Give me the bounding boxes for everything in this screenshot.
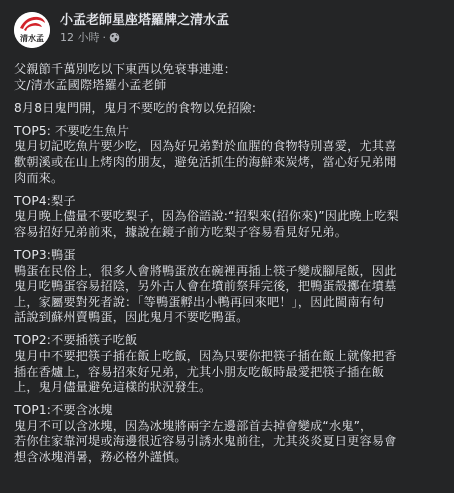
post-text-line: 鬼月切記吃魚片要少吃，因為好兄弟對於血腥的食物特別喜愛，尤其喜 xyxy=(14,139,397,154)
section-heading: TOP1:不要含冰塊 xyxy=(14,403,113,418)
post-paragraph xyxy=(14,62,444,93)
post-header xyxy=(14,10,444,56)
paragraph-gap xyxy=(14,116,444,124)
section-heading: TOP3:鴨蛋 xyxy=(14,247,76,262)
post-paragraph xyxy=(14,333,444,395)
post-text-line: 鬼月中不要把筷子插在飯上吃飯，因為只要你把筷子插在飯上就像把香 xyxy=(14,349,397,363)
post-text-line: 鬼月不可以含冰塊，因為冰塊將兩字左邊部首去掉會變成“水鬼”， xyxy=(14,418,373,433)
paragraph-gap xyxy=(14,186,444,194)
post-subline xyxy=(60,30,229,45)
post-text-line: 上，家屬要對死者說：「等鴨蛋孵出小鴨再回來吧！」，因此閩南有句 xyxy=(14,294,385,309)
avatar-logo-icon xyxy=(14,12,50,48)
page-avatar[interactable] xyxy=(14,12,50,48)
post-text-line: 想含冰塊消暑，務必格外謹慎。 xyxy=(14,450,187,465)
post-text-line: 插在香爐上，容易招來好兄弟，尤其小朋友吃飯時最愛把筷子插在飯 xyxy=(14,364,385,379)
post-timestamp[interactable]: 12 小時 xyxy=(60,31,100,44)
paragraph-gap xyxy=(14,93,444,101)
post-text-line: 歡朝溪或在山上烤肉的朋友，避免活抓生的海鮮來炭烤，當心好兄弟聞 xyxy=(14,154,397,169)
post-paragraph xyxy=(14,248,444,326)
avatar-text: 清水孟 xyxy=(20,34,44,43)
post-text-line: 鬼月吃鴨蛋容易招陰，另外古人會在墳前祭拜完後，把鴨蛋殼擲在墳墓 xyxy=(14,279,397,294)
section-heading: TOP4:梨子 xyxy=(14,193,76,208)
post-paragraph xyxy=(14,194,444,241)
post-paragraph xyxy=(14,124,444,186)
post-text-line: 話說到蘇州賣鴨蛋，因此鬼月不要吃鴨蛋。 xyxy=(14,310,249,325)
separator-dot: · xyxy=(102,31,106,44)
page-name-link[interactable]: 小孟老師星座塔羅牌之清水孟 xyxy=(60,13,230,28)
section-heading: TOP5: 不要吃生魚片 xyxy=(14,123,130,138)
post-meta xyxy=(60,12,229,45)
post-text-line: 文/清水孟國際塔羅小孟老師 xyxy=(14,77,167,92)
post-text-line: 8月8日鬼門開，鬼月不要吃的食物以免招險: xyxy=(14,100,257,115)
post-body xyxy=(14,62,444,466)
section-heading: TOP2:不要插筷子吃飯 xyxy=(14,333,138,348)
post-text-line: 肉而來。 xyxy=(14,170,64,185)
post-text-line: 若你住家靠河堤或海邊很近容易引誘水鬼前往，尤其炎炎夏日更容易會 xyxy=(14,434,397,449)
post-text-line: 父親節千萬別吃以下東西以免衰事連連： xyxy=(14,62,237,76)
post-text-line: 鴨蛋在民俗上，很多人會將鴨蛋放在碗裡再插上筷子變成腳尾飯，因此 xyxy=(14,263,397,278)
post-paragraph xyxy=(14,101,444,117)
post-text-line: 容易招好兄弟前來，據說在鏡子前方吃梨子容易看見好兄弟。 xyxy=(14,224,348,239)
post-text-line: 上，鬼月儘量避免這樣的狀況發生。 xyxy=(14,380,212,395)
post-paragraph xyxy=(14,403,444,465)
globe-icon[interactable] xyxy=(109,32,120,43)
paragraph-gap xyxy=(14,240,444,248)
post-text-line: 鬼月晚上儘量不要吃梨子，因為俗語說:“招梨來(招你來)”因此晚上吃梨 xyxy=(14,209,399,224)
